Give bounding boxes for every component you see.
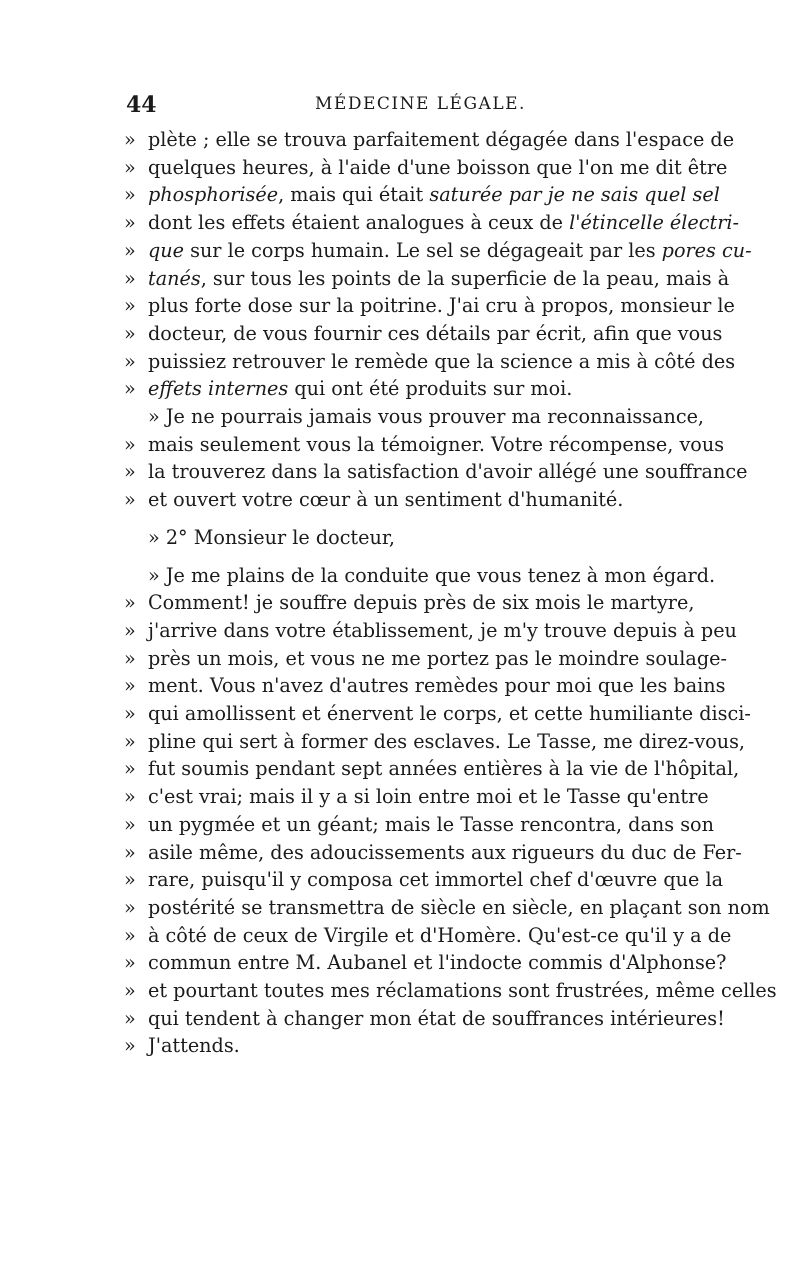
line-text: à côté de ceux de Virgile et d'Homère. Qu'est-ce qu'il y a de [148, 923, 732, 947]
line-text: Comment! je souffre depuis près de six mois le martyre, [148, 591, 695, 615]
line-text: c'est vrai; mais il y a si loin entre moi et le Tasse qu'entre [148, 785, 709, 809]
line-text: » 2° Monsieur le docteur, [148, 525, 396, 549]
page-header [0, 92, 800, 118]
text-line [124, 488, 674, 516]
italic-text: l'étincelle électri- [569, 211, 740, 235]
text-line [124, 405, 705, 433]
line-text: commun entre M. Aubanel et l'indocte commis d'Alphonse? [148, 951, 727, 975]
line-text: qui tendent à changer mon état de souffrances intérieures! [148, 1006, 725, 1030]
page-number: 44 [126, 92, 157, 118]
quote-mark: » [124, 757, 136, 781]
text-line [124, 951, 727, 979]
quote-mark: » [124, 923, 136, 947]
text-line [124, 1034, 674, 1062]
line-text: et pourtant toutes mes réclamations sont frustrées, même celles [148, 979, 777, 1002]
line-text: fut soumis pendant sept années entières à la vie de l'hôpital, [148, 757, 740, 781]
text-line [124, 840, 742, 869]
text-line [124, 979, 777, 1007]
line-text: qui ont été produits sur moi. [288, 377, 573, 401]
line-text: qui amollissent et énervent le corps, et cette humiliante disci- [148, 702, 751, 725]
text-line [124, 868, 724, 896]
italic-text: que [148, 238, 184, 262]
line-text: sur le corps humain. Le sel se dégageait par les [184, 238, 662, 262]
quote-mark: » [124, 294, 136, 318]
italic-text: phosphorisée [148, 183, 279, 207]
line-text: » Je me plains de la conduite que vous tenez à mon égard. [148, 563, 716, 587]
text-line [124, 266, 730, 295]
quote-mark: » [124, 729, 136, 753]
line-text: ment. Vous n'avez d'autres remèdes pour moi que les bains [148, 674, 726, 698]
text-line [124, 702, 751, 730]
line-text: dont les effets étaient analogues à ceux de [148, 211, 570, 235]
text-line [124, 128, 735, 156]
line-text: puissiez retrouver le remède que la science a mis à côté des [148, 349, 736, 373]
quote-mark: » [124, 1034, 136, 1058]
text-line [124, 211, 740, 239]
line-text: postérité se transmettra de siècle en siècle, en plaçant son nom [148, 895, 770, 919]
line-text: , mais qui était [278, 183, 430, 207]
text-line [124, 294, 735, 322]
line-text: , sur tous les points de la superficie de la peau, mais à [200, 266, 730, 290]
quote-mark: » [124, 321, 136, 345]
quote-mark: » [124, 128, 136, 151]
quote-mark: » [124, 349, 136, 373]
quote-mark: » [124, 460, 136, 484]
quote-mark: » [124, 646, 136, 670]
text-line [124, 432, 725, 461]
text-line [124, 591, 695, 619]
quote-mark: » [124, 488, 136, 512]
italic-text: pores cu- [661, 238, 752, 262]
text-line [124, 812, 714, 841]
text-line [124, 526, 674, 554]
italic-text: effets internes [148, 377, 289, 401]
quote-mark: » [124, 432, 136, 456]
text-line [124, 377, 674, 405]
quote-mark: » [124, 266, 136, 290]
quote-mark: » [124, 895, 136, 919]
italic-text: tanés [148, 266, 201, 290]
quote-mark: » [124, 951, 136, 975]
text-line [124, 923, 732, 952]
text-line [124, 349, 736, 378]
line-text: mais seulement vous la témoigner. Votre récompense, vous [148, 432, 725, 456]
quote-mark: » [124, 674, 136, 698]
text-line [124, 646, 727, 675]
text-line [124, 757, 740, 785]
running-title: MÉDECINE LÉGALE. [315, 94, 526, 114]
text-line [124, 1006, 725, 1035]
quote-mark: » [124, 702, 136, 725]
quote-mark: » [124, 591, 136, 615]
quote-mark: » [124, 377, 136, 401]
line-text: j'arrive dans votre établissement, je m'y trouve depuis à peu [148, 618, 737, 642]
text-line [124, 674, 726, 702]
quote-mark: » [124, 155, 136, 179]
text-line [124, 155, 728, 184]
quote-mark: » [124, 785, 136, 809]
quote-mark: » [124, 1006, 136, 1030]
line-text: un pygmée et un géant; mais le Tasse rencontra, dans son [148, 812, 714, 836]
quote-mark: » [124, 979, 136, 1002]
text-line [124, 785, 709, 813]
quote-mark: » [124, 183, 136, 207]
text-line [124, 460, 748, 488]
line-text: pline qui sert à former des esclaves. Le Tasse, me direz-vous, [148, 729, 746, 753]
line-text: docteur, de vous fournir ces détails par écrit, afin que vous [148, 321, 723, 345]
quote-mark: » [124, 618, 136, 642]
text-line [124, 618, 737, 647]
quote-mark: » [124, 812, 136, 836]
line-text: asile même, des adoucissements aux rigueurs du duc de Fer- [148, 840, 742, 864]
text-line [124, 563, 716, 592]
line-text: plus forte dose sur la poitrine. J'ai cru à propos, monsieur le [148, 294, 735, 318]
quote-mark: » [124, 868, 136, 892]
quote-mark: » [124, 238, 136, 262]
line-text: plète ; elle se trouva parfaitement dégagée dans l'espace de [148, 128, 735, 151]
line-text: » Je ne pourrais jamais vous prouver ma reconnaissance, [148, 405, 705, 428]
line-text: et ouvert votre cœur à un sentiment d'humanité. [148, 488, 624, 512]
text-line [124, 321, 723, 350]
text-line [124, 238, 752, 267]
line-text: rare, puisqu'il y composa cet immortel chef d'œuvre que la [148, 868, 724, 892]
line-text: J'attends. [148, 1034, 240, 1058]
text-line [124, 895, 770, 924]
line-text: quelques heures, à l'aide d'une boisson que l'on me dit être [148, 155, 728, 179]
text-line [124, 729, 746, 758]
line-text: près un mois, et vous ne me portez pas le moindre soulage- [148, 646, 727, 670]
line-text: la trouverez dans la satisfaction d'avoir allégé une souffrance [148, 460, 748, 484]
text-line [124, 183, 720, 211]
italic-text: saturée par je ne sais quel sel [429, 183, 720, 207]
quote-mark: » [124, 211, 136, 235]
quote-mark: » [124, 840, 136, 864]
